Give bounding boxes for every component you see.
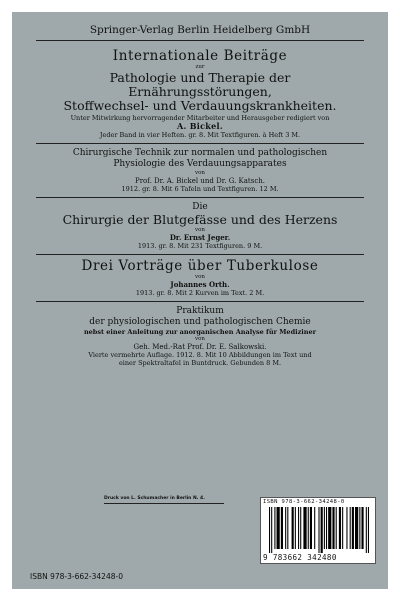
publisher-name: Springer-Verlag Berlin Heidelberg GmbH [36, 24, 364, 41]
barcode-bar [368, 507, 369, 553]
barcode-bar [308, 507, 309, 549]
book-praktikum [36, 306, 364, 367]
barcode-bar [300, 507, 301, 549]
barcode-bar [318, 507, 319, 553]
book1-zur: zur [195, 64, 205, 70]
book5-title-2: der physiologischen und pathologischen Chemie [89, 317, 311, 327]
divider [36, 254, 364, 255]
barcode-bar [287, 507, 288, 549]
barcode-bar [310, 507, 312, 549]
book3-details: 1913. gr. 8. Mit 231 Textfiguren. 9 M. [137, 242, 263, 250]
book2-details: 1912. gr. 8. Mit 6 Tafeln und Textfiguren. 12 M. [121, 185, 279, 193]
barcode-bar [298, 507, 299, 549]
barcode-bar [332, 507, 334, 549]
book4-title: Drei Vorträge über Tuberkulose [81, 258, 319, 274]
book3-author: Dr. Ernst Jeger. [169, 233, 231, 242]
barcode-bar [328, 507, 331, 549]
isbn-text: ISBN 978-3-662-34248-0 [30, 572, 123, 581]
book4-details: 1913. gr. 8. Mit 2 Kurven im Text. 2 M. [135, 289, 265, 297]
book5-details-2: einer Spektraltafel in Buntdruck. Gebunden 8 M. [118, 359, 282, 367]
book2-authors: Prof. Dr. A. Bickel und Dr. G. Katsch. [135, 177, 265, 185]
barcode-bar [277, 507, 280, 549]
barcode-bar [359, 507, 360, 549]
book3-title: Chirurgie der Blutgefässe und des Herzens [62, 212, 338, 227]
book3-von: von [195, 227, 205, 233]
book-chirurgie-blutgefaesse [36, 202, 364, 250]
book-chirurgische-technik [36, 148, 364, 193]
barcode-bar [342, 507, 343, 549]
printer-note: Druck von L. Schumacher in Berlin N. 4. [104, 496, 205, 501]
printer-divider [104, 503, 224, 504]
barcode-bar [274, 507, 275, 549]
book4-author: Johannes Orth. [170, 280, 230, 289]
barcode-isbn-label: ISBN 978-3-662-34248-0 [263, 499, 345, 505]
isbn-barcode [260, 497, 376, 564]
book3-die: Die [192, 202, 208, 212]
barcode-bar [346, 507, 347, 549]
barcode-bar [361, 507, 363, 549]
divider [36, 143, 364, 144]
book2-von: von [195, 170, 205, 176]
barcode-bars [269, 507, 369, 553]
book1-subtitle-1: Pathologie und Therapie der Ernährungsstörungen, [109, 70, 291, 99]
barcode-bar [326, 507, 327, 549]
divider [36, 301, 364, 302]
book2-title-1: Chirurgische Technik zur normalen und pathologischen [72, 148, 328, 158]
book1-title: Internationale Beiträge [112, 48, 288, 64]
barcode-bar [295, 507, 296, 549]
book5-title-1: Praktikum [176, 306, 224, 316]
barcode-bar [269, 507, 270, 553]
book2-title-2: Physiologie des Verdauungsapparates [113, 159, 287, 169]
book1-subtitle-2: Stoffwechsel- und Verdauungskrankheiten. [63, 98, 337, 113]
barcode-bar [281, 507, 283, 549]
barcode-bar [339, 507, 341, 549]
barcode-bar [336, 507, 337, 549]
book-internationale-beitraege [36, 49, 364, 139]
book-drei-vortraege [36, 259, 364, 297]
book5-author: Geh. Med.-Rat Prof. Dr. E. Salkowski. [133, 343, 267, 351]
barcode-bar [303, 507, 306, 549]
book4-von: von [195, 274, 205, 280]
book5-von: von [195, 336, 205, 342]
barcode-bar [285, 507, 286, 549]
barcode-bar [324, 507, 325, 549]
book5-subtitle: nebst einer Anleitung zur anorganischen Analyse für Mediziner [83, 328, 317, 336]
book1-details: Jeder Band in vier Heften. gr. 8. Mit Textfiguren. à Heft 3 M. [99, 131, 301, 139]
barcode-digits: 9 783662 342480 [263, 553, 337, 562]
book5-details-1: Vierte vermehrte Auflage. 1912. 8. Mit 10 Abbildungen im Text und [88, 351, 312, 359]
barcode-bar [321, 507, 323, 553]
book1-editor-line: Unter Mitwirkung hervorragender Mitarbeiter und Herausgeber redigiert von [70, 114, 330, 122]
divider [36, 197, 364, 198]
barcode-bar [271, 507, 272, 553]
book1-editor: A. Bickel. [177, 121, 223, 131]
barcode-bar [292, 507, 294, 549]
barcode-bar [314, 507, 315, 549]
barcode-bar [355, 507, 358, 549]
barcode-bar [366, 507, 367, 553]
barcode-bar [350, 507, 351, 549]
barcode-bar [352, 507, 354, 549]
